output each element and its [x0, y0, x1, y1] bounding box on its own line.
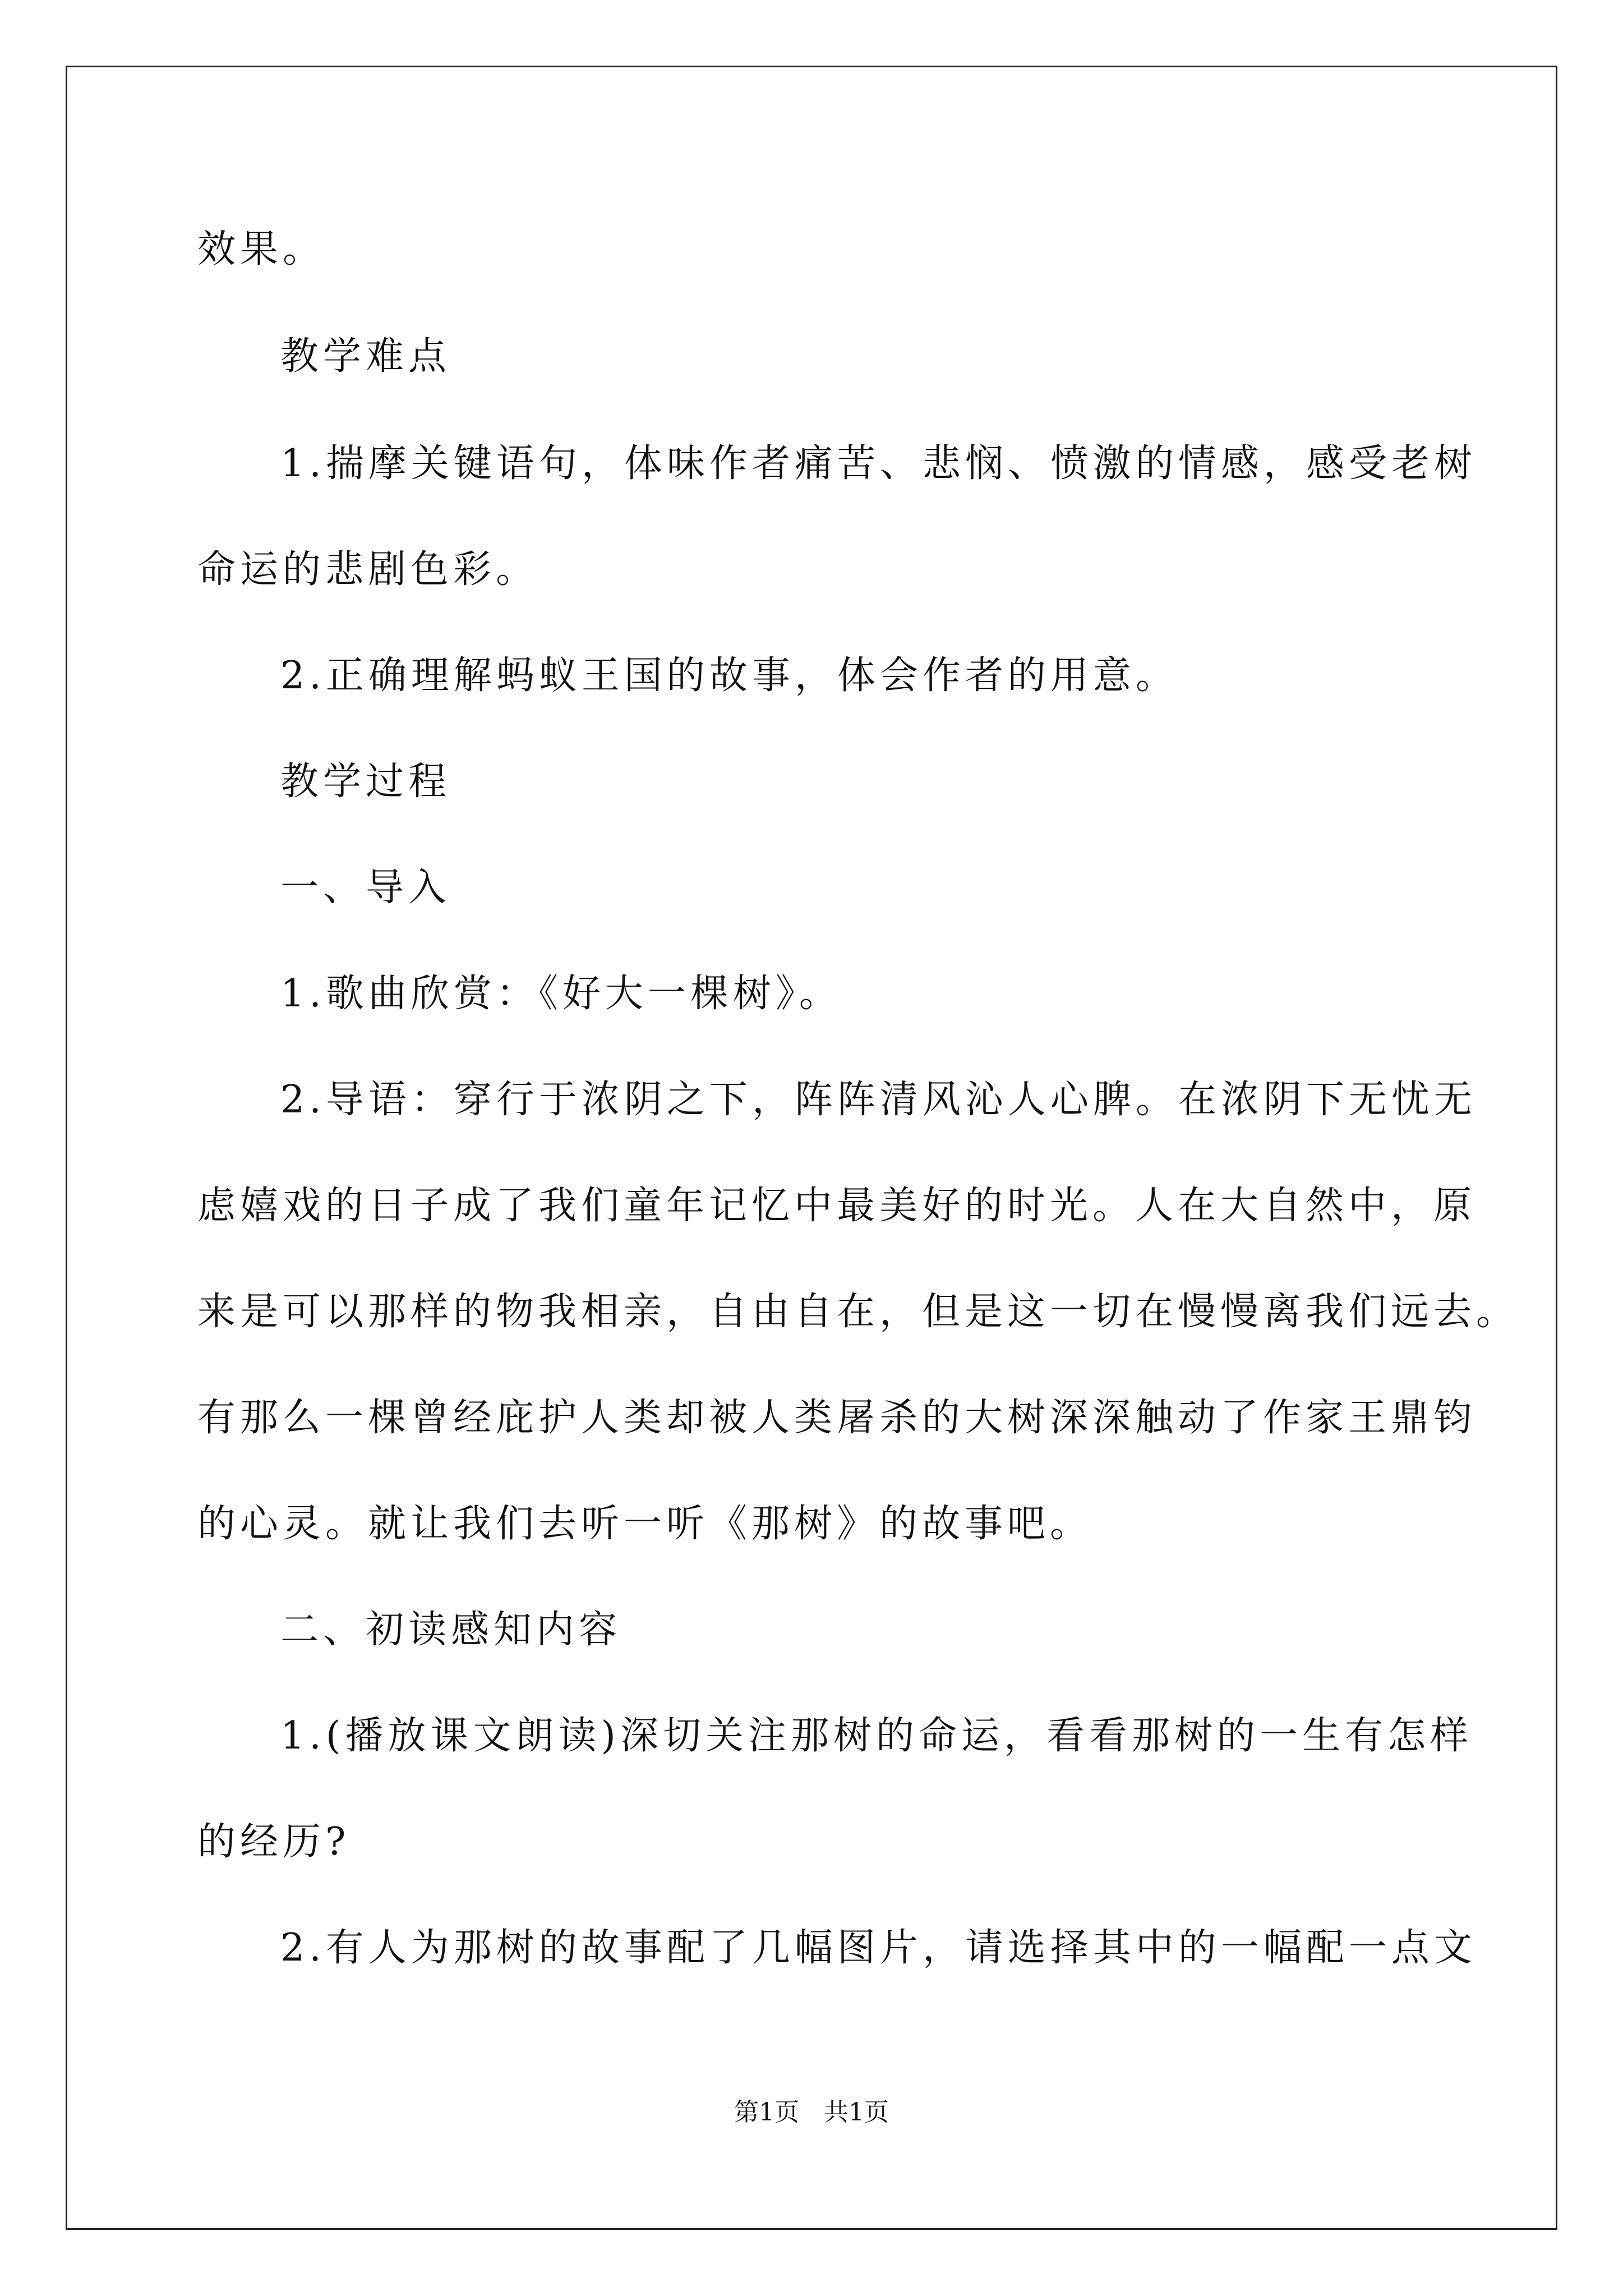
- paragraph-line: 1.(播放课文朗读)深切关注那树的命运，看看那树的一生有怎样: [280, 1714, 1473, 1758]
- paragraph-line: 2.正确理解蚂蚁王国的故事，体会作者的用意。: [280, 654, 1178, 698]
- section-heading: 教学过程: [280, 760, 451, 804]
- paragraph-line: 2.有人为那树的故事配了几幅图片，请选择其中的一幅配一点文: [280, 1926, 1477, 1970]
- paragraph-line: 命运的悲剧色彩。: [197, 547, 539, 592]
- page-footer: [0, 2097, 1623, 2128]
- paragraph-line: 虑嬉戏的日子成了我们童年记忆中最美好的时光。人在大自然中，原: [197, 1184, 1477, 1228]
- paragraph-line: 来是可以那样的物我相亲，自由自在，但是这一切在慢慢离我们远去。: [197, 1290, 1519, 1334]
- paragraph-line: 的经历?: [197, 1820, 351, 1864]
- section-heading: 二、初读感知内容: [280, 1608, 622, 1652]
- paragraph-line: 效果。: [197, 227, 326, 272]
- paragraph-line: 2.导语：穿行于浓阴之下，阵阵清风沁人心脾。在浓阴下无忧无: [280, 1078, 1477, 1122]
- paragraph-line: 有那么一棵曾经庇护人类却被人类屠杀的大树深深触动了作家王鼎钧: [197, 1396, 1477, 1440]
- paragraph-line: 的心灵。就让我们去听一听《那树》的故事吧。: [197, 1502, 1093, 1546]
- page-number-label: 第1页 共1页: [734, 2098, 889, 2127]
- paragraph-line: 1.歌曲欣赏：《好大一棵树》。: [280, 972, 842, 1016]
- page-border: [66, 66, 1557, 2230]
- section-heading: 教学难点: [280, 334, 451, 379]
- paragraph-line: 1.揣摩关键语句，体味作者痛苦、悲悯、愤激的情感，感受老树: [280, 441, 1477, 486]
- section-heading: 一、导入: [280, 866, 451, 910]
